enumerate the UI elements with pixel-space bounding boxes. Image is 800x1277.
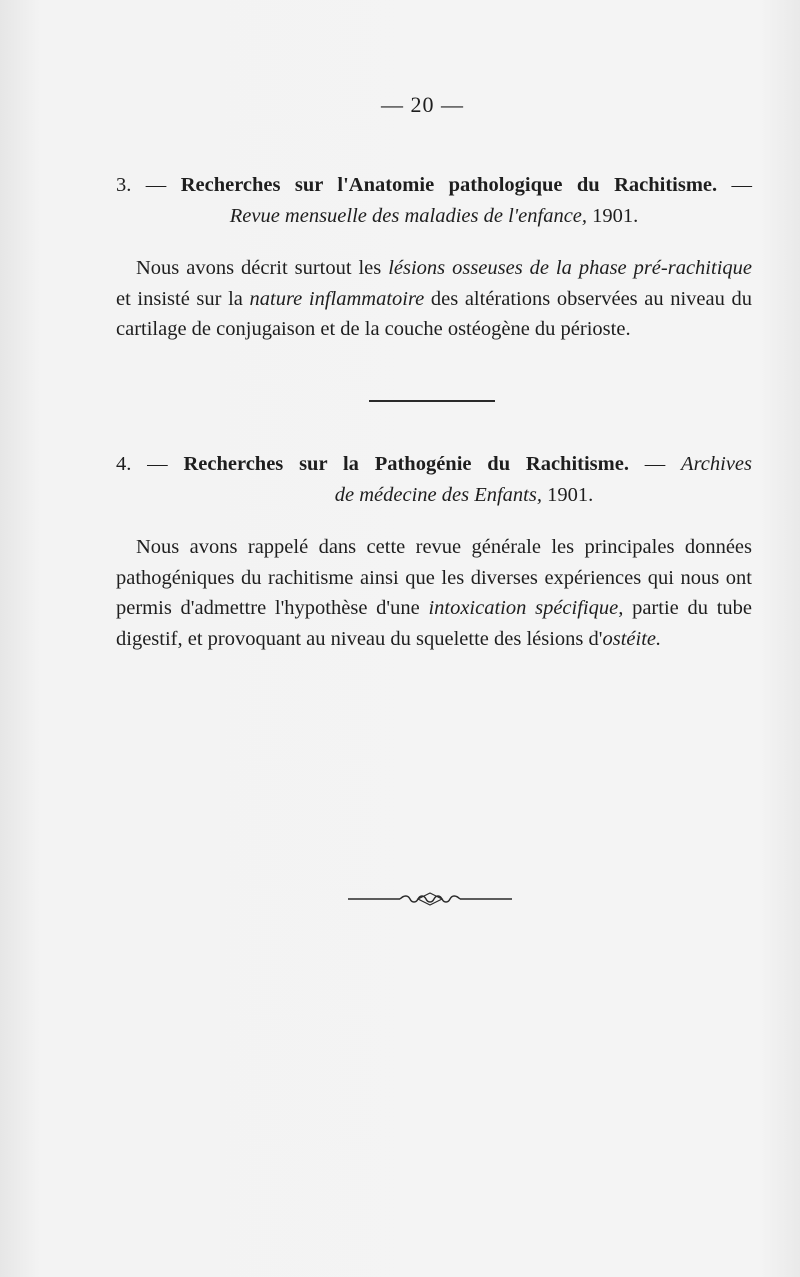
section-3-year: 1901.	[592, 204, 639, 227]
section-4-title: Recherches sur la Pathogénie du Rachitisme.	[183, 453, 629, 475]
section-3-body	[116, 253, 752, 345]
section-3-title: Recherches sur l'Anatomie pathologique du Rachitisme.	[180, 174, 718, 196]
section-divider	[369, 400, 495, 402]
section-3-dash: —	[731, 174, 753, 196]
end-ornament-icon	[348, 889, 512, 909]
section-4-body-text-2: partie du tube digestif, et provoquant au niveau du squelette des lésions d'	[116, 597, 752, 650]
section-3-journal: Revue mensuelle des maladies de l'enfance,	[229, 204, 588, 227]
section-3-body-italic-1: lésions osseuses de la phase pré-rachitique	[388, 257, 752, 279]
section-4-citation	[116, 480, 752, 511]
section-4-heading	[116, 449, 752, 480]
section-4-journal-part1: Archives	[681, 453, 753, 475]
section-3-body-italic-2: nature inflammatoire	[249, 287, 425, 310]
page-number: — 20 —	[381, 92, 464, 117]
section-3-citation	[116, 201, 752, 232]
section-4-dash: —	[644, 453, 666, 475]
section-4-body-italic-2: ostéite.	[602, 627, 662, 650]
section-4-year: 1901.	[547, 483, 594, 506]
section-3-body-text-2: et insisté sur la	[116, 287, 250, 310]
section-3	[116, 170, 752, 345]
section-3-body-text-3: des altérations observées au niveau du cartilage de conjugaison et de la couche ostéogène du périoste.	[116, 287, 752, 340]
section-3-heading	[116, 170, 752, 201]
section-4-journal-part2: de médecine des Enfants,	[334, 483, 542, 506]
section-3-body-text-1: Nous avons décrit surtout les	[136, 257, 389, 279]
section-4-body-italic-1: intoxication spécifique,	[428, 597, 624, 619]
section-4-body	[116, 532, 752, 654]
section-3-number: 3. —	[116, 174, 167, 196]
section-4-number: 4. —	[116, 453, 168, 475]
section-4	[116, 449, 752, 654]
section-4-body-text-1: Nous avons rappelé dans cette revue générale les principales données pathogéniques du rachitisme ainsi que les diverses expériences qui nous ont permis d'admettre l'hypothèse d'une	[116, 536, 752, 619]
